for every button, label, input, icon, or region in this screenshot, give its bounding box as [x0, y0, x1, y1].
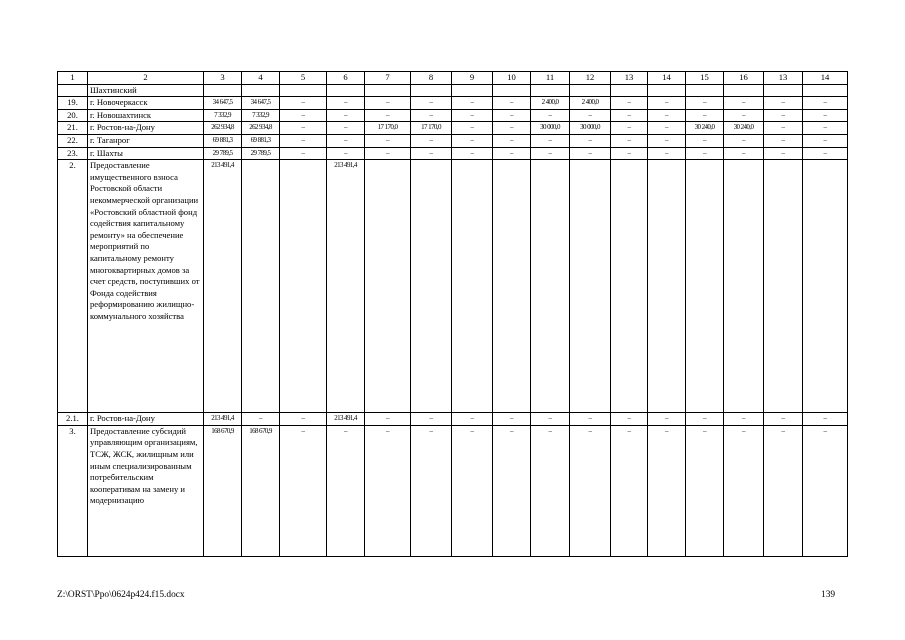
value-cell	[452, 160, 493, 413]
value-cell: –	[611, 109, 648, 122]
value-cell: –	[411, 109, 452, 122]
value-cell	[803, 160, 848, 413]
value-cell: –	[280, 109, 327, 122]
table-row	[58, 160, 848, 413]
value-cell	[611, 160, 648, 413]
value-cell: –	[242, 413, 280, 426]
value-cell: –	[365, 134, 411, 147]
document-path: Z:\ORST\Ppo\0624p424.f15.docx	[57, 590, 185, 600]
value-cell: 30 000,0	[570, 122, 611, 135]
value-cell: –	[570, 413, 611, 426]
column-number: 13	[764, 72, 803, 85]
value-cell: –	[764, 109, 803, 122]
row-label: г. Шахты	[88, 147, 204, 160]
table-row	[58, 134, 848, 147]
value-cell: 213 491,4	[327, 160, 365, 413]
column-number: 7	[365, 72, 411, 85]
value-cell: –	[493, 413, 531, 426]
value-cell: –	[365, 413, 411, 426]
value-cell	[327, 84, 365, 97]
value-cell: –	[764, 147, 803, 160]
row-number: 19.	[58, 97, 88, 110]
value-cell: –	[365, 425, 411, 556]
table-row	[58, 147, 848, 160]
value-cell	[611, 84, 648, 97]
value-cell: 34 647,5	[204, 97, 242, 110]
value-cell	[764, 84, 803, 97]
table-row	[58, 97, 848, 110]
table-header-row	[58, 72, 848, 85]
value-cell	[724, 84, 764, 97]
value-cell	[280, 160, 327, 413]
table-row	[58, 413, 848, 426]
value-cell: –	[452, 97, 493, 110]
value-cell: –	[411, 425, 452, 556]
value-cell: –	[611, 425, 648, 556]
table-row	[58, 109, 848, 122]
value-cell: –	[365, 109, 411, 122]
value-cell: –	[411, 97, 452, 110]
column-number: 13	[611, 72, 648, 85]
value-cell	[365, 84, 411, 97]
value-cell	[365, 160, 411, 413]
value-cell	[764, 160, 803, 413]
value-cell: 213 491,4	[204, 160, 242, 413]
value-cell: –	[493, 109, 531, 122]
value-cell: 30 000,0	[531, 122, 570, 135]
row-label: г. Новошахтинск	[88, 109, 204, 122]
value-cell: –	[452, 147, 493, 160]
value-cell: –	[452, 109, 493, 122]
value-cell: 168 670,9	[204, 425, 242, 556]
value-cell: –	[764, 134, 803, 147]
value-cell: 34 647,5	[242, 97, 280, 110]
value-cell	[648, 84, 686, 97]
value-cell: 69 881,3	[204, 134, 242, 147]
value-cell: –	[327, 134, 365, 147]
value-cell	[411, 84, 452, 97]
value-cell: –	[764, 413, 803, 426]
column-number: 6	[327, 72, 365, 85]
value-cell: –	[493, 122, 531, 135]
value-cell	[686, 84, 724, 97]
value-cell: –	[611, 122, 648, 135]
value-cell	[493, 84, 531, 97]
value-cell: –	[493, 425, 531, 556]
value-cell: –	[493, 134, 531, 147]
value-cell	[648, 160, 686, 413]
column-number: 14	[648, 72, 686, 85]
value-cell: –	[570, 147, 611, 160]
value-cell	[452, 84, 493, 97]
value-cell: 213 491,4	[204, 413, 242, 426]
value-cell: –	[803, 413, 848, 426]
column-number: 12	[570, 72, 611, 85]
value-cell: –	[452, 134, 493, 147]
value-cell	[411, 160, 452, 413]
value-cell: –	[493, 147, 531, 160]
value-cell	[570, 84, 611, 97]
value-cell: –	[803, 134, 848, 147]
value-cell: –	[764, 97, 803, 110]
value-cell: –	[411, 134, 452, 147]
column-number: 8	[411, 72, 452, 85]
value-cell: –	[570, 134, 611, 147]
value-cell: 262 934,8	[204, 122, 242, 135]
row-number: 2.	[58, 160, 88, 413]
budget-table	[57, 71, 848, 557]
value-cell: –	[411, 413, 452, 426]
column-number: 15	[686, 72, 724, 85]
column-number: 10	[493, 72, 531, 85]
value-cell: –	[686, 109, 724, 122]
row-number: 20.	[58, 109, 88, 122]
value-cell: 262 934,8	[242, 122, 280, 135]
row-label: Шахтинский	[88, 84, 204, 97]
value-cell: –	[648, 122, 686, 135]
value-cell: –	[611, 413, 648, 426]
value-cell: –	[648, 147, 686, 160]
value-cell: 29 789,5	[242, 147, 280, 160]
row-label: Предоставление субсидий управляющим организациям, ТСЖ, ЖСК, жилищным или иным специализированным потребительским кооперативам на замену и модернизацию	[88, 425, 204, 556]
column-number: 16	[724, 72, 764, 85]
value-cell: –	[280, 134, 327, 147]
value-cell: –	[686, 147, 724, 160]
value-cell: 30 240,0	[686, 122, 724, 135]
value-cell: –	[686, 413, 724, 426]
value-cell	[570, 160, 611, 413]
value-cell: –	[724, 134, 764, 147]
value-cell: –	[531, 134, 570, 147]
value-cell: –	[365, 97, 411, 110]
table-row	[58, 84, 848, 97]
value-cell: –	[452, 425, 493, 556]
value-cell: 2 400,0	[570, 97, 611, 110]
value-cell	[280, 84, 327, 97]
value-cell: –	[327, 425, 365, 556]
value-cell: –	[531, 413, 570, 426]
value-cell: 7 332,9	[204, 109, 242, 122]
value-cell: –	[531, 425, 570, 556]
value-cell: –	[280, 413, 327, 426]
value-cell: 2 400,0	[531, 97, 570, 110]
value-cell: 29 789,5	[204, 147, 242, 160]
value-cell: –	[327, 122, 365, 135]
row-number: 23.	[58, 147, 88, 160]
value-cell: –	[686, 97, 724, 110]
value-cell: –	[648, 425, 686, 556]
value-cell: –	[648, 134, 686, 147]
value-cell: –	[280, 147, 327, 160]
value-cell: –	[531, 109, 570, 122]
value-cell	[242, 160, 280, 413]
column-number: 1	[58, 72, 88, 85]
value-cell	[724, 160, 764, 413]
row-number: 21.	[58, 122, 88, 135]
value-cell	[803, 84, 848, 97]
value-cell: –	[764, 425, 803, 556]
value-cell: –	[803, 97, 848, 110]
value-cell: –	[327, 147, 365, 160]
value-cell	[531, 84, 570, 97]
column-number: 2	[88, 72, 204, 85]
value-cell: –	[365, 147, 411, 160]
value-cell: –	[686, 425, 724, 556]
value-cell: 17 170,0	[411, 122, 452, 135]
row-number: 2.1.	[58, 413, 88, 426]
value-cell: –	[570, 425, 611, 556]
value-cell: –	[803, 425, 848, 556]
row-number	[58, 84, 88, 97]
value-cell: –	[724, 109, 764, 122]
row-label: г. Ростов-на-Дону	[88, 413, 204, 426]
value-cell: –	[803, 122, 848, 135]
value-cell: –	[327, 109, 365, 122]
column-number: 3	[204, 72, 242, 85]
value-cell: –	[803, 147, 848, 160]
value-cell: 30 240,0	[724, 122, 764, 135]
value-cell: 17 170,0	[365, 122, 411, 135]
column-number: 14	[803, 72, 848, 85]
value-cell	[242, 84, 280, 97]
row-label: г. Новочеркасск	[88, 97, 204, 110]
table-row	[58, 425, 848, 556]
value-cell: –	[493, 97, 531, 110]
value-cell: 168 670,9	[242, 425, 280, 556]
row-number: 3.	[58, 425, 88, 556]
row-label: г. Таганрог	[88, 134, 204, 147]
column-number: 9	[452, 72, 493, 85]
value-cell: –	[280, 122, 327, 135]
value-cell: –	[611, 134, 648, 147]
value-cell: –	[452, 122, 493, 135]
value-cell: –	[648, 109, 686, 122]
value-cell: –	[570, 109, 611, 122]
value-cell: –	[611, 97, 648, 110]
value-cell: 213 491,4	[327, 413, 365, 426]
value-cell: –	[411, 147, 452, 160]
value-cell: 69 881,3	[242, 134, 280, 147]
page-number: 139	[821, 590, 836, 600]
value-cell	[686, 160, 724, 413]
value-cell: –	[648, 97, 686, 110]
value-cell: –	[686, 134, 724, 147]
value-cell: –	[280, 97, 327, 110]
column-number: 5	[280, 72, 327, 85]
value-cell: –	[280, 425, 327, 556]
value-cell: 7 332,9	[242, 109, 280, 122]
value-cell	[531, 160, 570, 413]
table-row	[58, 122, 848, 135]
value-cell: –	[724, 413, 764, 426]
value-cell: –	[452, 413, 493, 426]
row-label: г. Ростов-на-Дону	[88, 122, 204, 135]
value-cell: –	[724, 147, 764, 160]
value-cell: –	[648, 413, 686, 426]
value-cell: –	[327, 97, 365, 110]
value-cell: –	[724, 425, 764, 556]
value-cell: –	[764, 122, 803, 135]
column-number: 4	[242, 72, 280, 85]
value-cell	[493, 160, 531, 413]
row-label: Предоставление имущественного взноса Ростовской области некоммерческой организации «Ростовский областной фонд содействия капитальному ремонту» на обеспечение мероприятий по капитальному ремонту многоквартирных домов за счет средств, поступивших от Фонда содействия реформированию жилищно-коммунального хозяйства	[88, 160, 204, 413]
value-cell: –	[611, 147, 648, 160]
row-number: 22.	[58, 134, 88, 147]
value-cell: –	[724, 97, 764, 110]
value-cell: –	[531, 147, 570, 160]
value-cell: –	[803, 109, 848, 122]
value-cell	[204, 84, 242, 97]
column-number: 11	[531, 72, 570, 85]
